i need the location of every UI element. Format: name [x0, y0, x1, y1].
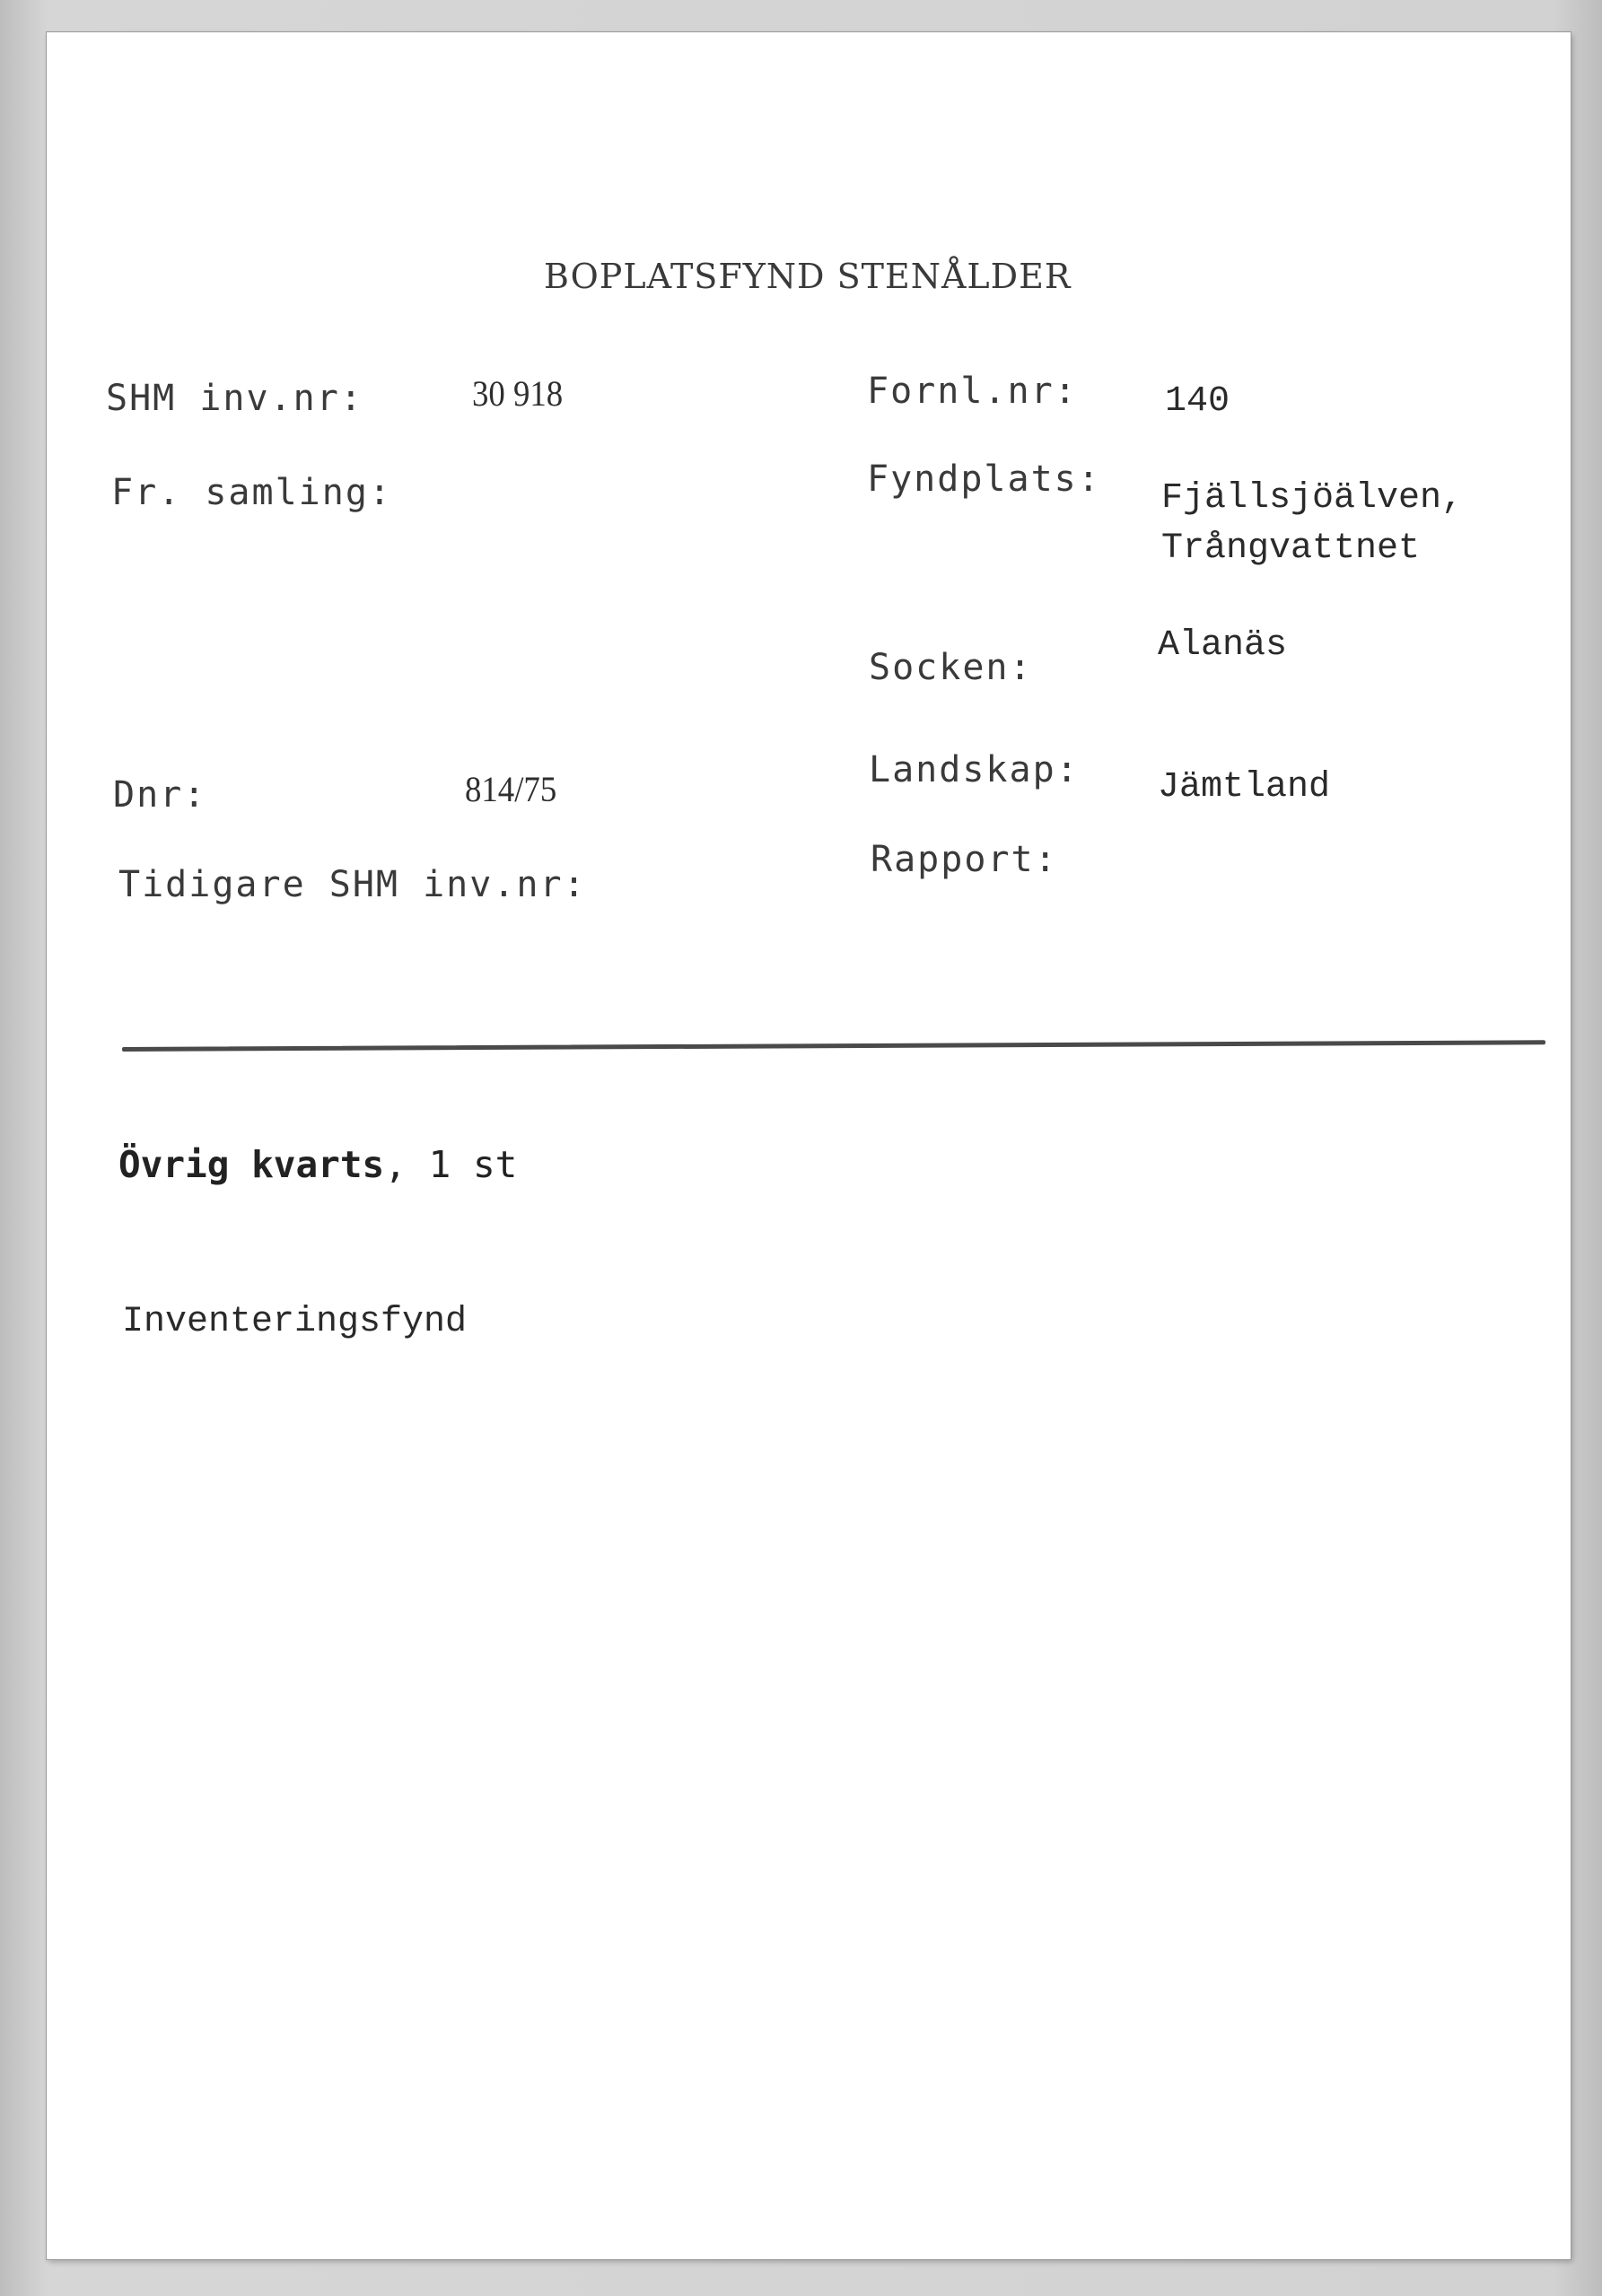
catalog-card	[47, 32, 1571, 2259]
find-note: Inventeringsfynd	[122, 1302, 468, 1342]
socken-label: Socken:	[869, 647, 1033, 688]
fornl-label: Fornl.nr:	[867, 371, 1078, 412]
fornl-value: 140	[1165, 381, 1230, 422]
fyndplats-value-line2: Trångvattnet	[1161, 528, 1421, 569]
shm-inv-value: 30 918	[472, 373, 564, 414]
dnr-value: 814/75	[465, 769, 557, 809]
fyndplats-value-line1: Fjällsjöälven,	[1161, 478, 1464, 519]
find-description	[118, 1143, 518, 1186]
section-divider	[122, 1040, 1545, 1052]
tidigare-shm-inv-label: Tidigare SHM inv.nr:	[118, 864, 587, 905]
card-title: BOPLATSFYND STENÅLDER	[544, 257, 1072, 296]
landskap-label: Landskap:	[869, 749, 1080, 790]
rapport-label: Rapport:	[871, 839, 1058, 880]
shm-inv-label: SHM inv.nr:	[106, 378, 363, 419]
fyndplats-label: Fyndplats:	[867, 458, 1101, 500]
find-count: , 1 st	[384, 1143, 518, 1186]
dnr-label: Dnr:	[113, 774, 207, 816]
fr-samling-label: Fr. samling:	[111, 472, 392, 513]
find-name: Övrig kvarts	[118, 1143, 385, 1186]
socken-value: Alanäs	[1158, 625, 1288, 666]
landskap-value: Jämtland	[1158, 767, 1331, 808]
